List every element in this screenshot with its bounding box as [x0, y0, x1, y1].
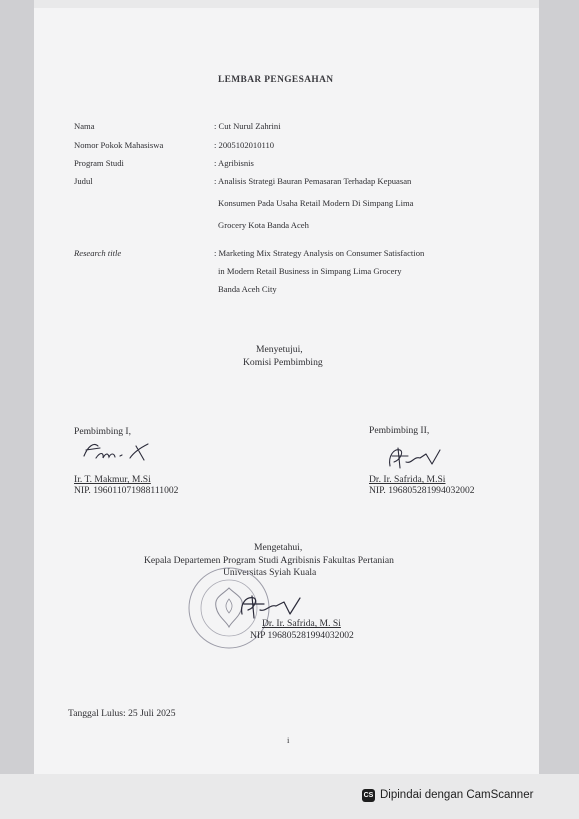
- field-value-judul-line3: Grocery Kota Banda Aceh: [218, 220, 309, 230]
- field-label-prodi: Program Studi: [74, 158, 124, 168]
- supervisor1-name: Ir. T. Makmur, M.Si: [74, 474, 151, 485]
- approval-line2: Komisi Pembimbing: [243, 357, 323, 368]
- field-value-judul-line1: : Analisis Strategi Bauran Pemasaran Terhadap Kepuasan: [214, 176, 412, 186]
- field-value-research-line3: Banda Aceh City: [218, 284, 277, 294]
- document-page: [34, 8, 539, 774]
- page-shadow-left: [0, 0, 34, 774]
- page-number: i: [287, 735, 290, 745]
- page-title: LEMBAR PENGESAHAN: [218, 75, 334, 85]
- graduation-date: Tanggal Lulus: 25 Juli 2025: [68, 708, 176, 719]
- field-label-research-title: Research title: [74, 248, 122, 258]
- supervisor1-role: Pembimbing I,: [74, 426, 132, 437]
- supervisor2-role: Pembimbing II,: [369, 425, 430, 436]
- department-head-name: Dr. Ir. Safrida, M. Si: [262, 618, 341, 629]
- acknowledge-line3: Universitas Syiah Kuala: [223, 567, 317, 578]
- supervisor2-nip: NIP. 196805281994032002: [369, 485, 475, 496]
- approval-line1: Menyetujui,: [256, 344, 303, 355]
- acknowledge-line1: Mengetahui,: [254, 542, 303, 553]
- supervisor1-signature: [78, 436, 168, 468]
- page-shadow-right: [539, 0, 579, 774]
- field-value-npm: : 2005102010110: [214, 140, 275, 150]
- field-value-prodi: : Agribisnis: [214, 158, 254, 168]
- camscanner-icon: CS: [362, 789, 375, 802]
- supervisor2-signature: [382, 444, 452, 474]
- supervisor2-name: Dr. Ir. Safrida, M.Si: [369, 474, 446, 485]
- acknowledge-line2: Kepala Departemen Program Studi Agribisnis Fakultas Pertanian: [144, 555, 394, 566]
- department-head-nip: NIP 196805281994032002: [250, 630, 354, 641]
- field-value-judul-line2: Konsumen Pada Usaha Retail Modern Di Simpang Lima: [218, 198, 414, 208]
- field-value-research-line1: : Marketing Mix Strategy Analysis on Consumer Satisfaction: [214, 248, 425, 258]
- field-value-research-line2: in Modern Retail Business in Simpang Lima Grocery: [218, 266, 402, 276]
- field-label-npm: Nomor Pokok Mahasiswa: [74, 140, 164, 150]
- supervisor1-nip: NIP. 196011071988111002: [74, 485, 179, 496]
- scanner-label: Dipindai dengan CamScanner: [380, 789, 534, 801]
- field-label-nama: Nama: [74, 121, 95, 131]
- field-value-nama: : Cut Nurul Zahrini: [214, 121, 281, 131]
- field-label-judul: Judul: [74, 176, 93, 186]
- scanner-watermark: [362, 785, 568, 805]
